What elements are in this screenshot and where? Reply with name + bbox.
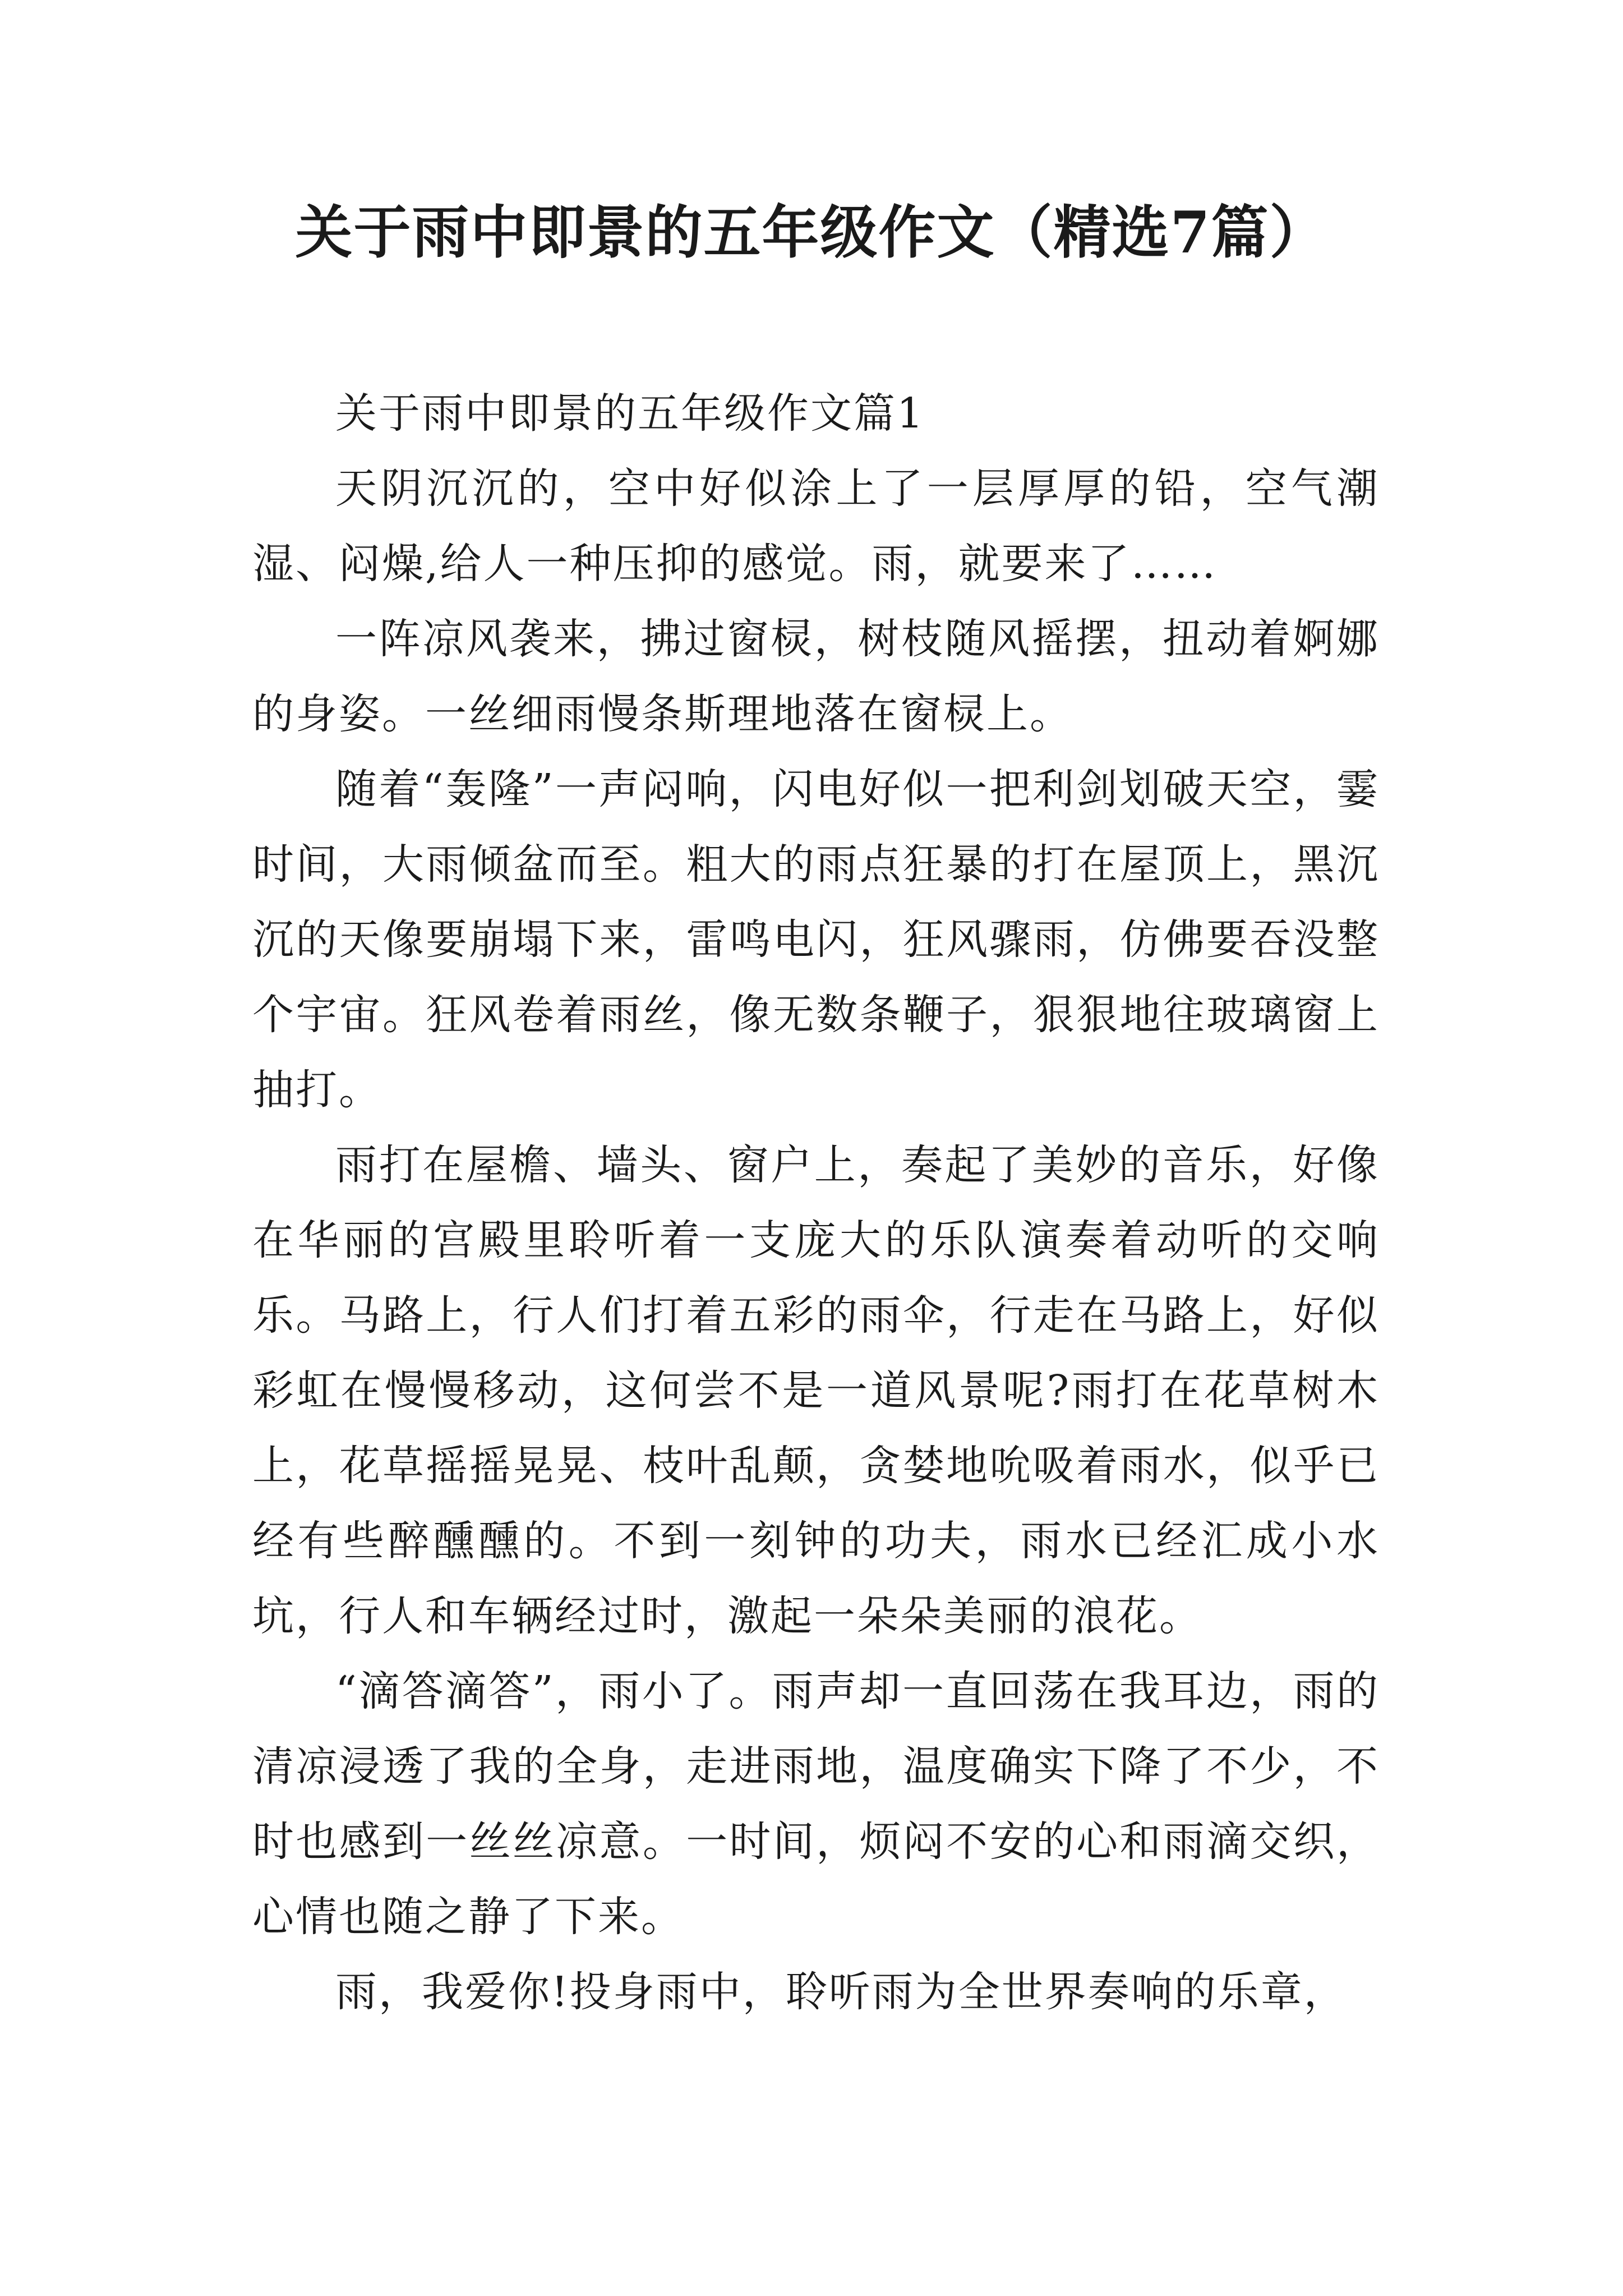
- paragraph: “滴答滴答”，雨小了。雨声却一直回荡在我耳边，雨的清凉浸透了我的全身，走进雨地，温度确实下降了不少，不时也感到一丝丝凉意。一时间，烦闷不安的心和雨滴交织，心情也随之静了下来。: [252, 1667, 1380, 1941]
- paragraph: 雨，我爱你!投身雨中，聆听雨为全世界奏响的乐章，: [335, 1968, 1347, 2016]
- section-heading: 关于雨中即景的五年级作文篇1: [335, 389, 925, 438]
- paragraph: 天阴沉沉的，空中好似涂上了一层厚厚的铅，空气潮湿、闷燥,给人一种压抑的感觉。雨，就要来了……: [252, 464, 1380, 588]
- paragraph: 一阵凉风袭来，拂过窗棂，树枝随风摇摆，扭动着婀娜的身姿。一丝细雨慢条斯理地落在窗棂上。: [252, 615, 1380, 738]
- document-title: 关于雨中即景的五年级作文（精选7篇）: [295, 199, 1328, 266]
- paragraph: 随着“轰隆”一声闷响，闪电好似一把利剑划破天空，霎时间，大雨倾盆而至。粗大的雨点狂暴的打在屋顶上，黑沉沉的天像要崩塌下来，雷鸣电闪，狂风骤雨，仿佛要吞没整个宇宙。狂风卷着雨丝，像无数条鞭子，狠狠地往玻璃窗上抽打。: [252, 765, 1380, 1114]
- paragraph: 雨打在屋檐、墙头、窗户上，奏起了美妙的音乐，好像在华丽的宫殿里聆听着一支庞大的乐队演奏着动听的交响乐。马路上，行人们打着五彩的雨伞，行走在马路上，好似彩虹在慢慢移动，这何尝不是一道风景呢?雨打在花草树木上，花草摇摇晃晃、枝叶乱颠，贪婪地吮吸着雨水，似乎已经有些醉醺醺的。不到一刻钟的功夫，雨水已经汇成小水坑，行人和车辆经过时，激起一朵朵美丽的浪花。: [252, 1141, 1380, 1640]
- document-body: [252, 376, 1380, 2030]
